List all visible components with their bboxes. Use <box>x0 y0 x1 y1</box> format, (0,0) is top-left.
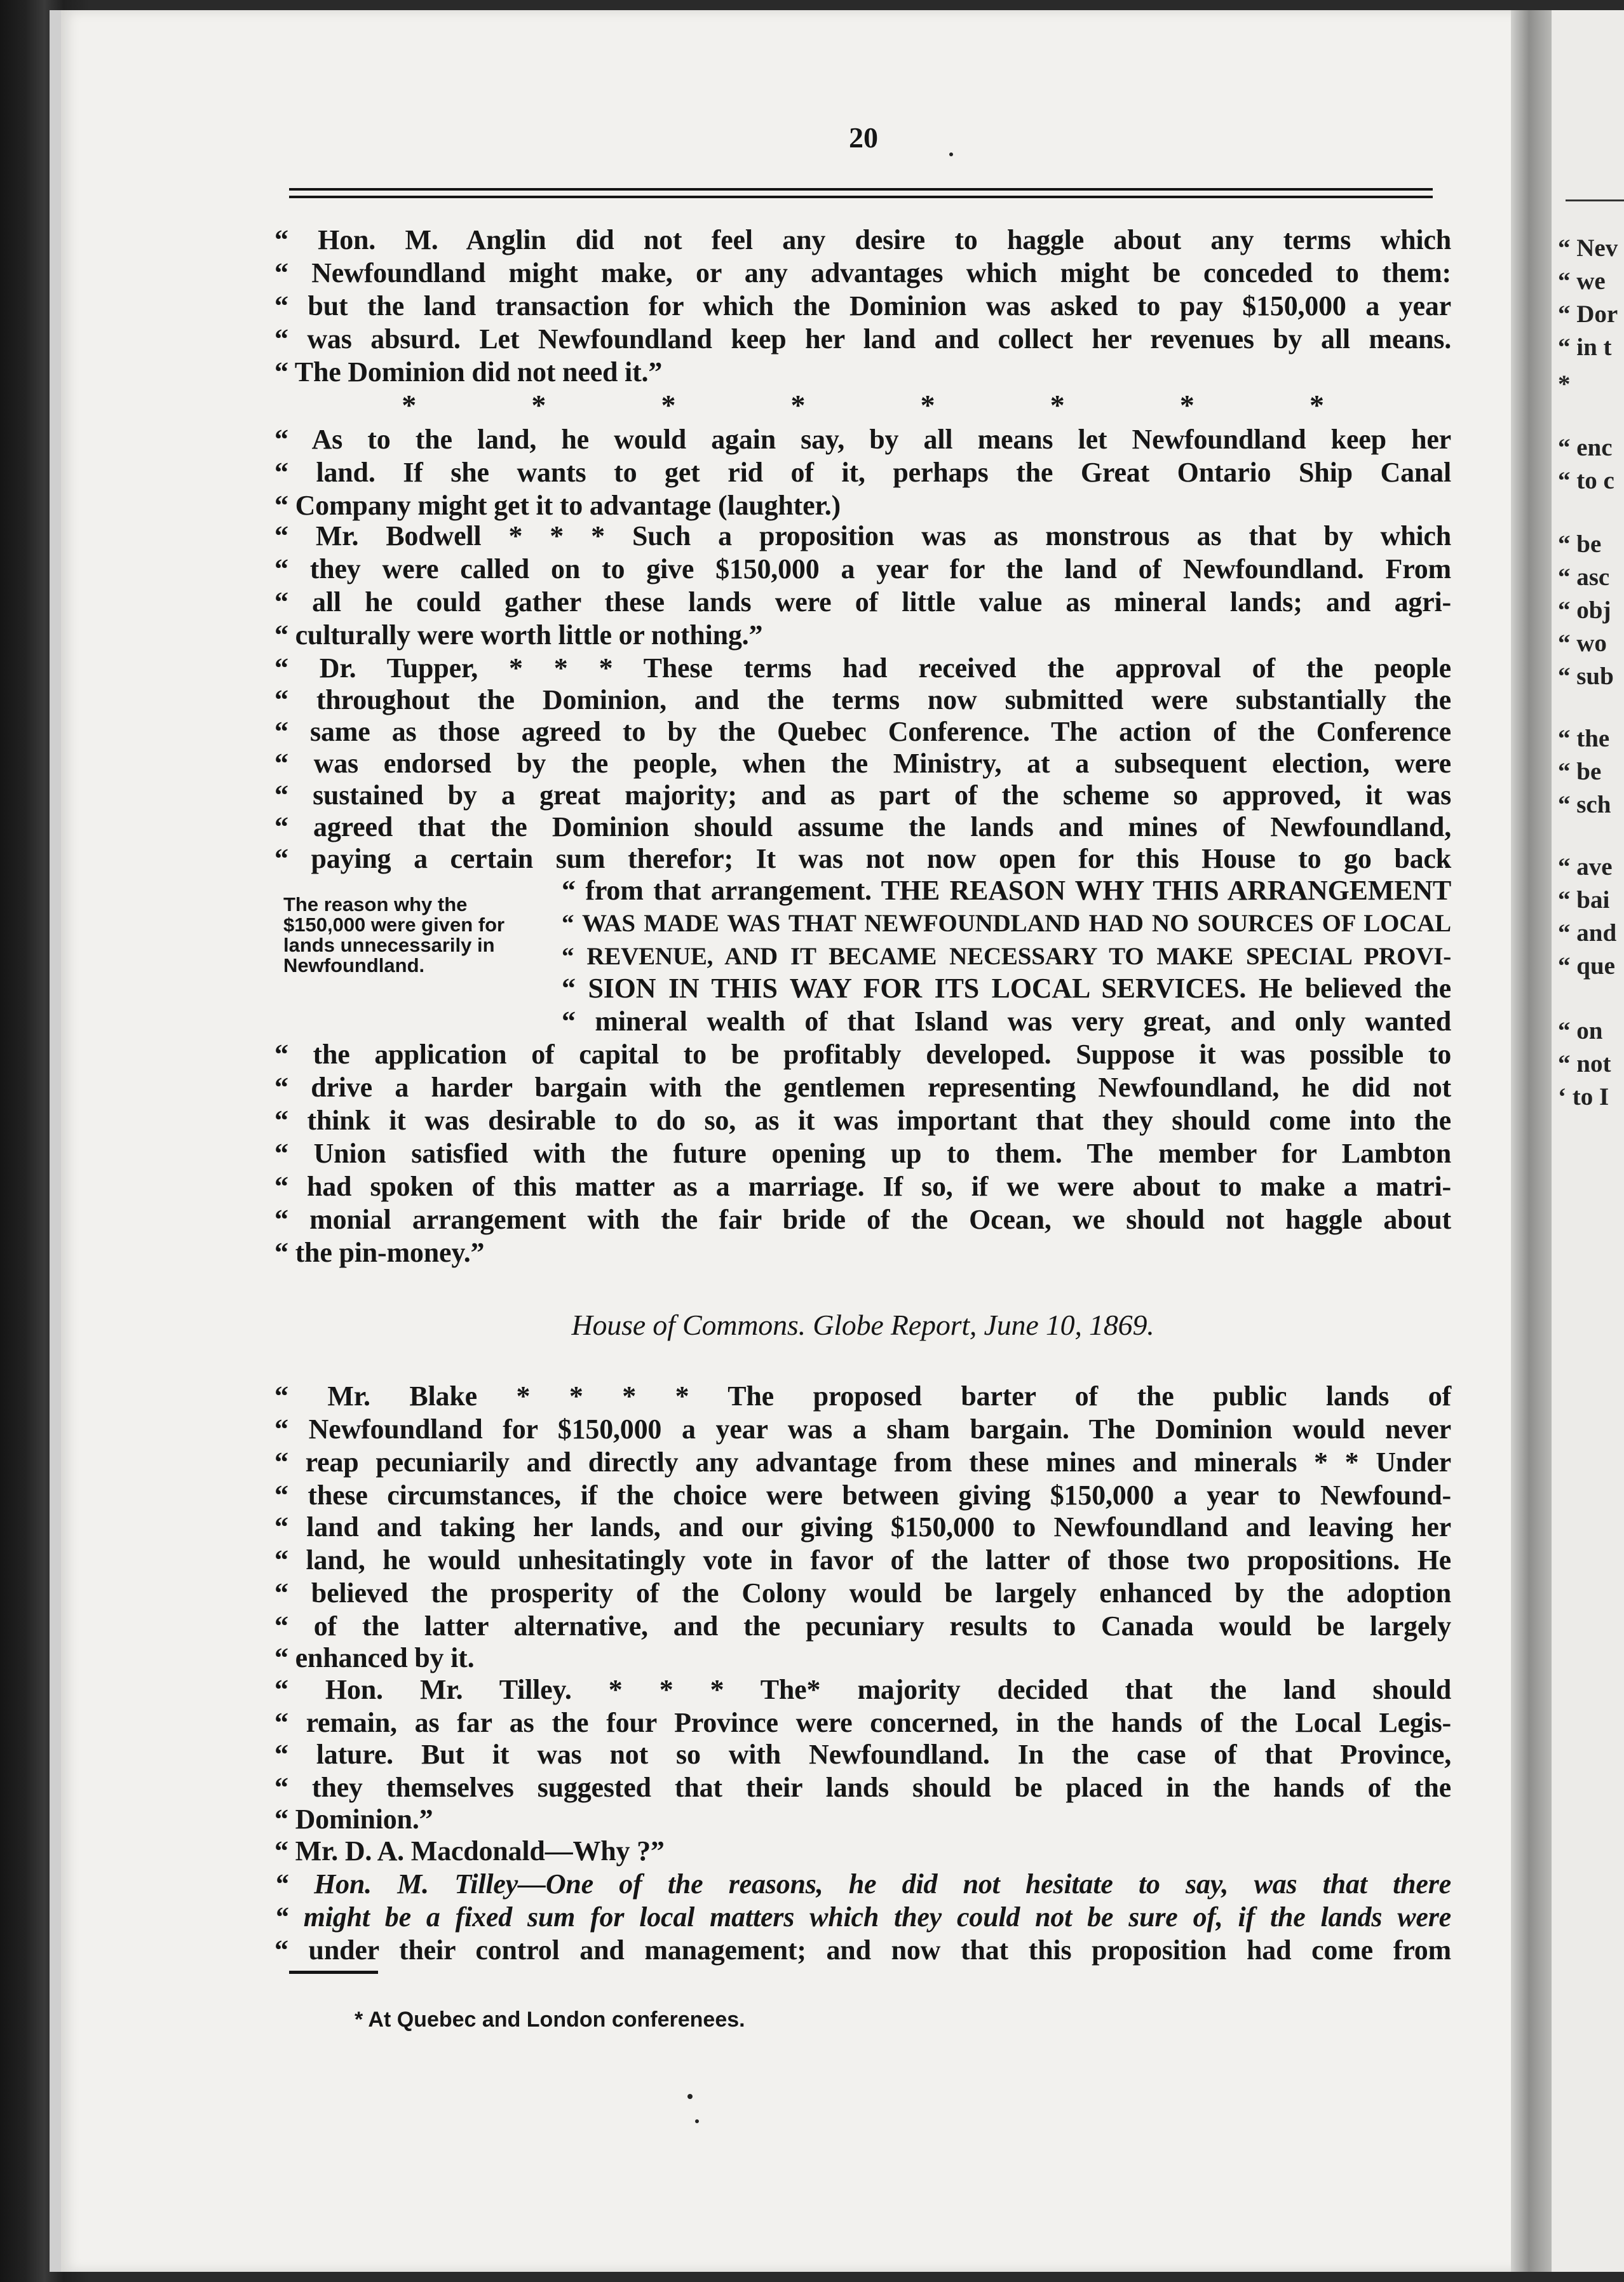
text-line: “ think it was desirable to do so, as it was important that they should come into the <box>274 1105 1451 1136</box>
text-line: “ throughout the Dominion, and the terms now submitted were substantially the <box>274 684 1451 715</box>
header-rule-bottom <box>289 196 1433 198</box>
text-line: “ remain, as far as the four Province were concerned, in the hands of the Local Legis- <box>274 1707 1451 1738</box>
margin-note <box>283 895 557 976</box>
text-line: “ land. If she wants to get rid of it, perhaps the Great Ontario Ship Canal <box>274 457 1451 488</box>
margin-note-line: $150,000 were given for <box>283 914 505 936</box>
adjacent-page-fragment: “ obj <box>1558 597 1611 624</box>
text-line: “ believed the prosperity of the Colony would be largely enhanced by the adoption <box>274 1577 1451 1609</box>
adjacent-page-fragment: “ bai <box>1558 886 1610 914</box>
adjacent-page-fragment: “ enc <box>1558 434 1613 461</box>
text-line: “ SION IN THIS WAY FOR ITS LOCAL SERVICES. He believed the <box>562 973 1451 1004</box>
footnote-rule <box>289 1971 378 1974</box>
text-line: “ land, he would unhesitatingly vote in favor of the latter of those two propositions. He <box>274 1544 1451 1576</box>
text-line: “ Company might get it to advantage (laughter.) <box>274 490 841 521</box>
adjacent-page-fragment: “ to c <box>1558 467 1614 494</box>
text-line: “ monial arrangement with the fair bride of the Ocean, we should not haggle about <box>274 1204 1451 1235</box>
text-line: “ Dominion.” <box>274 1804 433 1835</box>
text-line: “ Dr. Tupper, * * * These terms had received the approval of the people <box>274 652 1451 684</box>
text-line: “ drive a harder bargain with the gentlemen representing Newfoundland, he did not <box>274 1072 1451 1103</box>
text-line: “ enhanced by it. <box>274 1642 475 1673</box>
section-heading: House of Commons. Globe Report, June 10, 1869. <box>571 1309 1154 1341</box>
text-line: “ Mr. Bodwell * * * Such a proposition was as monstrous as that by which <box>274 520 1451 551</box>
text-line: “ of the latter alternative, and the pecuniary results to Canada would be largely <box>274 1610 1451 1642</box>
adjacent-page-fragment: “ and <box>1558 919 1617 947</box>
text-line: “ the application of capital to be profitably developed. Suppose it was possible to <box>274 1039 1451 1070</box>
margin-note-line: The reason why the <box>283 893 468 915</box>
adjacent-page-edge <box>1552 10 1624 2272</box>
adjacent-page-fragment: “ asc <box>1558 564 1610 591</box>
text-line: “ REVENUE, AND IT BECAME NECESSARY TO MAKE SPECIAL PROVI- <box>562 943 1451 970</box>
adjacent-page-fragment: “ Dor <box>1558 300 1618 328</box>
ink-speck <box>949 152 953 156</box>
adjacent-page-fragment: “ not <box>1558 1050 1611 1077</box>
text-line: “ all he could gather these lands were of little value as mineral lands; and agri- <box>274 586 1451 618</box>
ellipsis-stars: * * * * * * * * <box>402 389 1324 421</box>
header-rule-top <box>289 188 1433 191</box>
text-line: “ agreed that the Dominion should assume the lands and mines of Newfoundland, <box>274 811 1451 842</box>
text-line: “ same as those agreed to by the Quebec Conference. The action of the Conference <box>274 716 1451 747</box>
adjacent-page-fragment: “ sch <box>1558 791 1611 818</box>
ink-speck <box>695 2119 699 2123</box>
text-line: “ mineral wealth of that Island was very great, and only wanted <box>562 1006 1451 1037</box>
text-line: “ Hon. Mr. Tilley. * * * The* majority decided that the land should <box>274 1674 1451 1705</box>
adjacent-page-fragment: “ que <box>1558 952 1615 980</box>
adjacent-page-rule <box>1566 199 1624 201</box>
text-line: “ land and taking her lands, and our giving $150,000 to Newfoundland and leaving her <box>274 1511 1451 1543</box>
text-line: “ they were called on to give $150,000 a year for the land of Newfoundland. From <box>274 553 1451 584</box>
ink-speck <box>687 2094 693 2099</box>
text-line: “ the pin-money.” <box>274 1237 485 1268</box>
text-line: “ As to the land, he would again say, by all means let Newfoundland keep her <box>274 424 1451 455</box>
text-line: “ under their control and management; and now that this proposition had come from <box>274 1934 1451 1966</box>
text-line: “ Newfoundland might make, or any advantages which might be conceded to them: <box>274 257 1451 288</box>
footnote: * At Quebec and London conferenees. <box>355 2008 745 2032</box>
text-line: “ these circumstances, if the choice were between giving $150,000 a year to Newfound- <box>274 1480 1451 1511</box>
adjacent-page-fragment: “ ave <box>1558 853 1613 881</box>
text-line: “ might be a fixed sum for local matters which they could not be sure of, if the lands were <box>274 1901 1451 1933</box>
text-line: “ Newfoundland for $150,000 a year was a sham bargain. The Dominion would never <box>274 1414 1451 1445</box>
text-line: “ culturally were worth little or nothing.” <box>274 619 763 651</box>
text-line: “ from that arrangement. THE REASON WHY THIS ARRANGEMENT <box>562 875 1451 906</box>
text-line: “ Mr. D. A. Macdonald—Why ?” <box>274 1835 665 1867</box>
text-line: “ they themselves suggested that their lands should be placed in the hands of the <box>274 1772 1451 1803</box>
adjacent-page-fragment: “ the <box>1558 725 1610 752</box>
page-gutter <box>1511 10 1552 2272</box>
text-line: “ but the land transaction for which the Dominion was asked to pay $150,000 a year <box>274 290 1451 321</box>
text-line: “ was absurd. Let Newfoundland keep her land and collect her revenues by all means. <box>274 323 1451 354</box>
adjacent-page-fragment: “ on <box>1558 1017 1603 1044</box>
adjacent-page-fragment: “ sub <box>1558 663 1614 690</box>
adjacent-page-fragment: “ wo <box>1558 630 1607 657</box>
page-number: 20 <box>849 121 878 154</box>
text-line: “ WAS MADE WAS THAT NEWFOUNDLAND HAD NO SOURCES OF LOCAL <box>562 910 1451 937</box>
text-line: “ was endorsed by the people, when the Ministry, at a subsequent election, were <box>274 748 1451 779</box>
adjacent-page-fragment: “ be <box>1558 758 1602 785</box>
text-line: “ Hon. M. Tilley—One of the reasons, he did not hesitate to say, was that there <box>274 1868 1451 1900</box>
adjacent-page-fragment: “ we <box>1558 267 1606 295</box>
adjacent-page-fragment: “ be <box>1558 530 1602 558</box>
adjacent-page-fragment: “ Nev <box>1558 234 1618 262</box>
text-line: “ had spoken of this matter as a marriage. If so, if we were about to make a matri- <box>274 1171 1451 1202</box>
text-line: “ Mr. Blake * * * * The proposed barter of the public lands of <box>274 1381 1451 1412</box>
text-line: “ lature. But it was not so with Newfoundland. In the case of that Province, <box>274 1739 1451 1770</box>
adjacent-page-fragment: ‘ to I <box>1558 1083 1609 1111</box>
margin-note-line: Newfoundland. <box>283 954 425 976</box>
text-line: “ Union satisfied with the future opening up to them. The member for Lambton <box>274 1138 1451 1169</box>
text-line: “ The Dominion did not need it.” <box>274 356 663 388</box>
margin-note-line: lands unnecessarily in <box>283 934 495 956</box>
text-line: “ sustained by a great majority; and as part of the scheme so approved, it was <box>274 780 1451 811</box>
text-line: “ Hon. M. Anglin did not feel any desire to haggle about any terms which <box>274 224 1451 255</box>
adjacent-page-fragment: “ in t <box>1558 334 1612 361</box>
text-line: “ reap pecuniarily and directly any advantage from these mines and minerals * * Under <box>274 1447 1451 1478</box>
text-line: “ paying a certain sum therefor; It was not now open for this House to go back <box>274 843 1451 874</box>
adjacent-page-fragment: * <box>1558 370 1571 398</box>
